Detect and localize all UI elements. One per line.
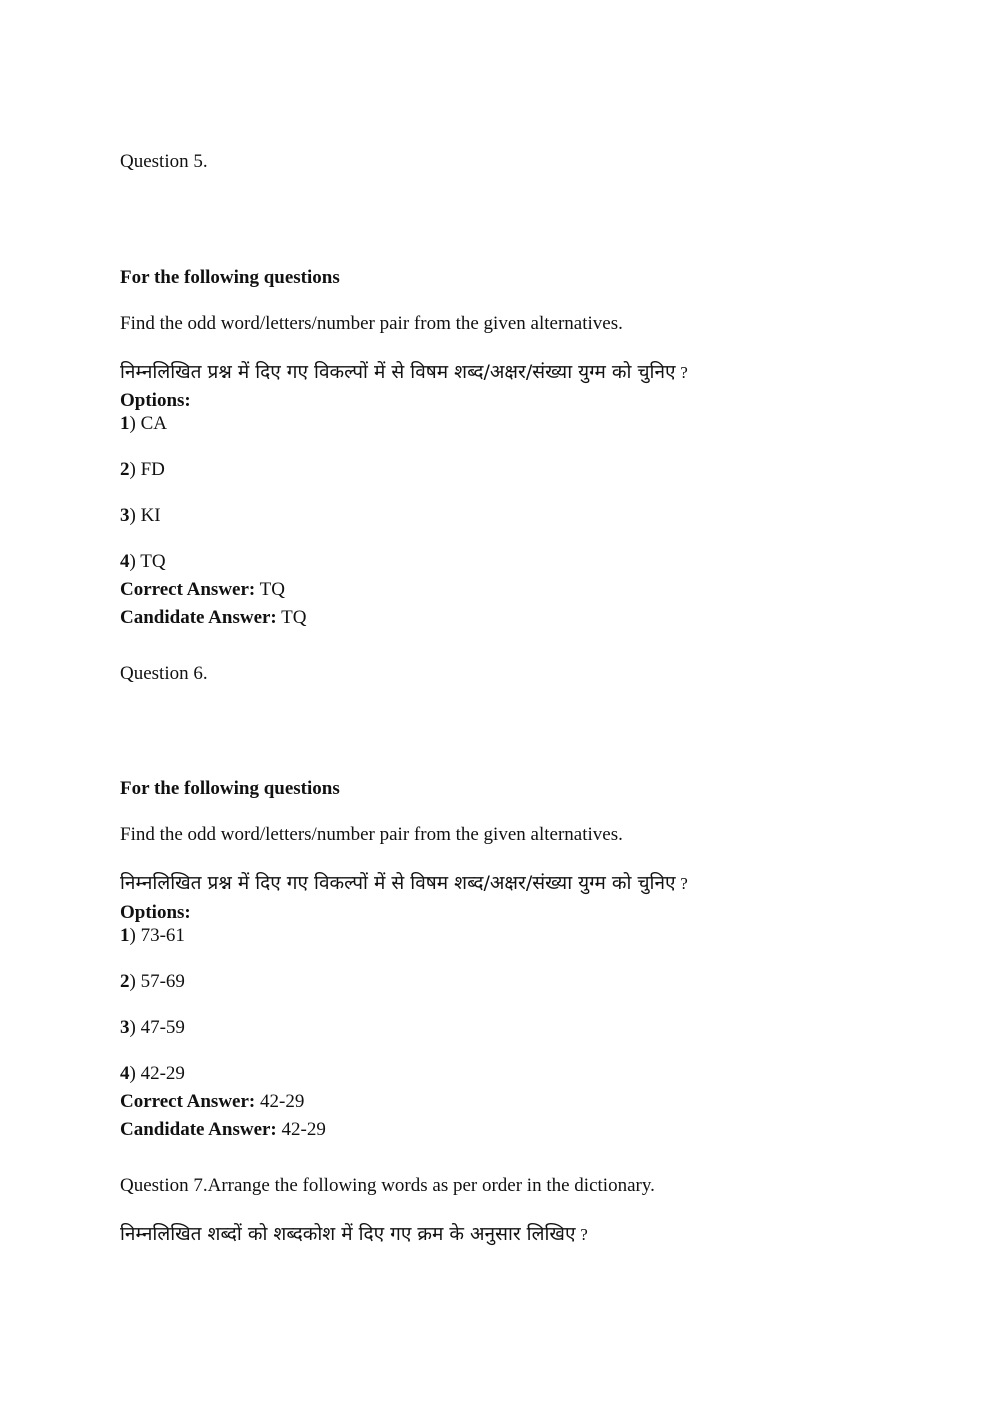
q6-option-3-num: 3 xyxy=(120,1017,130,1038)
q5-option-4-num: 4 xyxy=(120,551,130,572)
q5-option-4-text: ) TQ xyxy=(129,551,166,572)
q6-option-2 xyxy=(120,971,185,993)
q6-option-4-num: 4 xyxy=(120,1063,130,1084)
q5-option-2-num: 2 xyxy=(120,459,130,480)
q5-option-2-text: ) FD xyxy=(129,459,165,480)
q5-hindi-text: निम्नलिखित प्रश्न में दिए गए विकल्पों में से विषम शब्द/अक्षर/संख्या युग्म को चुनिए xyxy=(120,361,676,383)
q5-correct-label: Correct Answer: xyxy=(120,579,256,600)
q6-option-3 xyxy=(120,1017,185,1039)
q7-hindi-text: निम्नलिखित शब्दों को शब्दकोश में दिए गए क्रम के अनुसार लिखिए xyxy=(120,1223,576,1245)
q6-hindi-line xyxy=(120,871,688,895)
q7-hindi-qmark: ? xyxy=(580,1225,588,1244)
q5-option-1-text: ) CA xyxy=(129,413,167,434)
q6-correct-label: Correct Answer: xyxy=(120,1091,256,1112)
q5-heading-text: For the following questions xyxy=(120,267,340,288)
q5-option-4 xyxy=(120,551,166,573)
q5-options-label-text: Options: xyxy=(120,390,191,411)
q5-option-3 xyxy=(120,505,161,527)
q5-candidate-answer xyxy=(120,607,307,629)
q6-hindi-qmark: ? xyxy=(680,874,688,893)
q5-heading xyxy=(120,267,340,289)
q6-candidate-value: 42-29 xyxy=(276,1119,326,1140)
q5-option-1-num: 1 xyxy=(120,413,130,434)
q5-instruction: Find the odd word/letters/number pair from the given alternatives. xyxy=(120,313,623,334)
q6-options-label xyxy=(120,902,191,924)
q6-title: Question 6. xyxy=(120,663,208,684)
q6-options-label-text: Options: xyxy=(120,902,191,923)
q6-option-1-text: ) 73-61 xyxy=(129,925,185,946)
q6-candidate-answer xyxy=(120,1119,326,1141)
q5-options-label xyxy=(120,390,191,412)
q6-correct-value: 42-29 xyxy=(255,1091,305,1112)
q6-heading-text: For the following questions xyxy=(120,778,340,799)
q5-correct-value: TQ xyxy=(255,579,285,600)
q5-hindi-line xyxy=(120,360,688,384)
q6-heading xyxy=(120,778,340,800)
q6-option-1 xyxy=(120,925,185,947)
q6-candidate-label: Candidate Answer: xyxy=(120,1119,277,1140)
q7-title: Question 7.Arrange the following words as per order in the dictionary. xyxy=(120,1175,655,1196)
q5-option-2 xyxy=(120,459,165,481)
q6-option-4 xyxy=(120,1063,185,1085)
q6-option-2-num: 2 xyxy=(120,971,130,992)
q5-candidate-value: TQ xyxy=(276,607,307,628)
q7-hindi-line xyxy=(120,1222,588,1246)
q5-option-1 xyxy=(120,413,167,435)
q6-option-2-text: ) 57-69 xyxy=(129,971,185,992)
q6-correct-answer xyxy=(120,1091,304,1113)
q6-hindi-text: निम्नलिखित प्रश्न में दिए गए विकल्पों में से विषम शब्द/अक्षर/संख्या युग्म को चुनिए xyxy=(120,872,676,894)
q6-option-1-num: 1 xyxy=(120,925,130,946)
q6-option-4-text: ) 42-29 xyxy=(129,1063,185,1084)
q6-instruction: Find the odd word/letters/number pair from the given alternatives. xyxy=(120,824,623,845)
q6-option-3-text: ) 47-59 xyxy=(129,1017,185,1038)
q5-option-3-text: ) KI xyxy=(129,505,161,526)
q5-correct-answer xyxy=(120,579,285,601)
q5-hindi-qmark: ? xyxy=(680,363,688,382)
q5-option-3-num: 3 xyxy=(120,505,130,526)
q5-title: Question 5. xyxy=(120,151,208,172)
q5-candidate-label: Candidate Answer: xyxy=(120,607,277,628)
